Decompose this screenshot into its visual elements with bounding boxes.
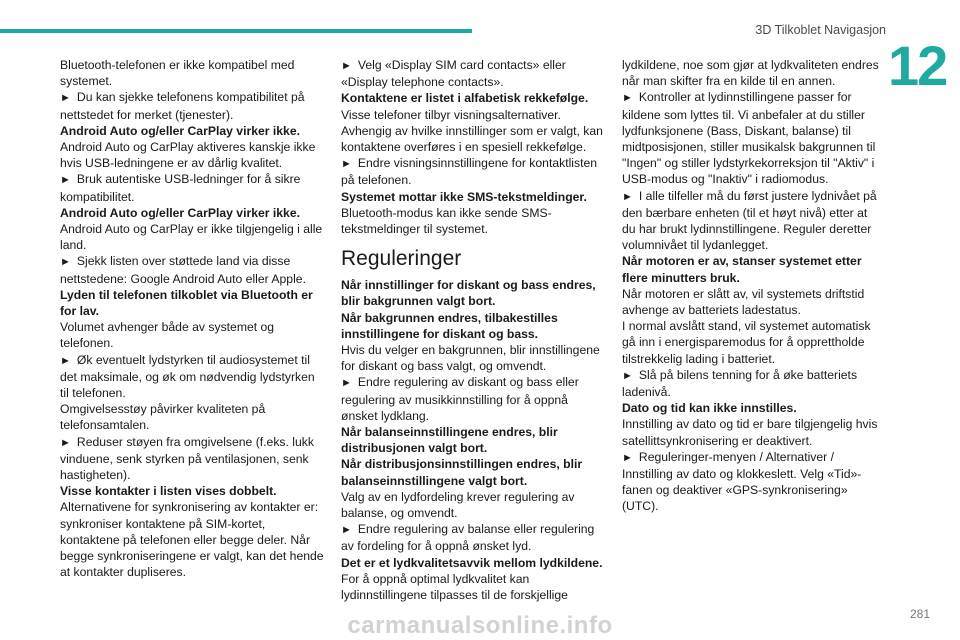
paragraph: Android Auto og CarPlay aktiveres kanskje ikke hvis USB-ledningene er av dårlig kvalitet. xyxy=(60,140,316,171)
action-paragraph: ► I alle tilfeller må du først justere lydnivået på den bærbare enheten (til et høyt nivå) etter at du har brukt lydinnstillingene. Reguler deretter volumnivået til lydanlegget. xyxy=(622,188,884,254)
paragraph: I normal avslått stand, vil systemet automatisk gå inn i energisparemodus for å opprettholde tilstrekkelig lading i batteriet. xyxy=(622,319,871,366)
issue-heading: Når innstillinger for diskant og bass endres, blir bakgrunnen valgt bort. xyxy=(341,278,596,309)
action-paragraph: ► Du kan sjekke telefonens kompatibilitet på nettstedet for merket (tjenester). xyxy=(60,89,324,122)
action-paragraph: ► Slå på bilens tenning for å øke batteriets ladenivå. xyxy=(622,367,884,400)
issue-heading: Systemet mottar ikke SMS-tekstmeldinger. xyxy=(341,189,587,204)
action-paragraph: ► Bruk autentiske USB-ledninger for å sikre kompatibilitet. xyxy=(60,171,324,204)
action-paragraph: ► Endre regulering av balanse eller regulering av fordeling for å oppnå ønsket lyd. xyxy=(341,521,605,554)
paragraph: Hvis du velger en bakgrunnen, blir innstillingene for diskant og bass valgt, og omvendt. xyxy=(341,343,600,374)
text-column-3 xyxy=(622,57,884,515)
paragraph: lydkildene, noe som gjør at lydkvaliteten endres når man skifter fra en kilde til en annen. xyxy=(622,58,879,89)
issue-heading: Dato og tid kan ikke innstilles. xyxy=(622,401,797,416)
issue-heading: Visse kontakter i listen vises dobbelt. xyxy=(60,484,277,499)
paragraph: Volumet avhenger både av systemet og telefonen. xyxy=(60,320,275,351)
paragraph: Når motoren er slått av, vil systemets driftstid avhenge av batteriets ladestatus. xyxy=(622,286,865,318)
paragraph: Bluetooth-telefonen er ikke kompatibel med systemet. xyxy=(60,58,295,89)
paragraph: Valg av en lydfordeling krever regulering av balanse, og omvendt. xyxy=(341,489,575,521)
paragraph: Omgivelsesstøy påvirker kvaliteten på telefonsamtalen. xyxy=(60,402,266,433)
text-column-2 xyxy=(341,57,605,603)
action-paragraph: ► Velg «Display SIM card contacts» eller «Display telephone contacts». xyxy=(341,57,605,90)
section-heading: Reguleringer xyxy=(341,247,462,271)
paragraph: Alternativene for synkronisering av kontakter er: synkroniser kontaktene på SIM-kortet, kontaktene på telefonen eller begge deler. Når begge synkroniseringene er valgt, kan det hende at kontakter dupliseres. xyxy=(60,500,324,580)
action-paragraph: ► Sjekk listen over støttede land via disse nettstedene: Google Android Auto eller Apple. xyxy=(60,253,324,286)
issue-heading: Det er et lydkvalitetsavvik mellom lydkildene. xyxy=(341,555,603,570)
action-paragraph: ► Endre visningsinnstillingene for kontaktlisten på telefonen. xyxy=(341,155,605,188)
header-accent-bar xyxy=(0,29,472,33)
paragraph: Innstilling av dato og tid er bare tilgjengelig hvis satellittsynkronisering er deaktivert. xyxy=(622,417,878,448)
paragraph: Bluetooth-modus kan ikke sende SMS-tekstmeldinger til systemet. xyxy=(341,205,552,237)
issue-heading: Når motoren er av, stanser systemet etter flere minutters bruk. xyxy=(622,254,862,285)
issue-heading: Kontaktene er listet i alfabetisk rekkefølge. xyxy=(341,91,589,106)
paragraph: For å oppnå optimal lydkvalitet kan lydinnstillingene tilpasses til de forskjellige xyxy=(341,571,568,603)
page-number: 281 xyxy=(909,607,930,621)
issue-heading: Android Auto og/eller CarPlay virker ikke. xyxy=(60,123,300,138)
watermark: carmanualsonline.info xyxy=(347,612,613,639)
action-paragraph: ► Endre regulering av diskant og bass eller regulering av musikkinnstilling for å oppnå ønsket lydklang. xyxy=(341,374,605,424)
text-column-1 xyxy=(60,57,324,581)
paragraph: Android Auto og CarPlay er ikke tilgjengelig i alle land. xyxy=(60,222,323,253)
section-title: 3D Tilkoblet Navigasjon xyxy=(755,23,886,37)
issue-heading: Når balanseinnstillingene endres, blir distribusjonen valgt bort. xyxy=(341,425,558,456)
chapter-number: 12 xyxy=(888,34,947,97)
issue-heading: Lyden til telefonen tilkoblet via Bluetooth er for lav. xyxy=(60,287,313,319)
action-paragraph: ► Reguleringer-menyen / Alternativer / Innstilling av dato og klokkeslett. Velg «Tid»-fanen og deaktiver «GPS-synkronisering» (UTC). xyxy=(622,449,884,515)
issue-heading: Når bakgrunnen endres, tilbakestilles innstillingene for diskant og bass. xyxy=(341,310,558,341)
issue-heading: Android Auto og/eller CarPlay virker ikke. xyxy=(60,205,300,220)
paragraph: Visse telefoner tilbyr visningsalternativer. Avhengig av hvilke innstillinger som er valgt, kan kontaktene overføres i en spesiell rekkefølge. xyxy=(341,107,603,155)
issue-heading: Når distribusjonsinnstillingen endres, blir balanseinnstillingene valgt bort. xyxy=(341,457,583,488)
action-paragraph: ► Reduser støyen fra omgivelsene (f.eks. lukk vinduene, senk styrken på ventilasjonen, senk hastigheten). xyxy=(60,434,324,484)
action-paragraph: ► Øk eventuelt lydstyrken til audiosystemet til det maksimale, og øk om nødvendig lydstyrken til telefonen. xyxy=(60,352,324,402)
action-paragraph: ► Kontroller at lydinnstillingene passer for kildene som lyttes til. Vi anbefaler at du stiller lydfunksjonene (Bass, Diskant, balanse) til midtposisjonen, stiller musikalsk bakgrunnen til "Ingen" og stiller lydstyrkekorreksjon til "Aktiv" i USB-modus og "Inaktiv" i radiomodus. xyxy=(622,89,884,187)
